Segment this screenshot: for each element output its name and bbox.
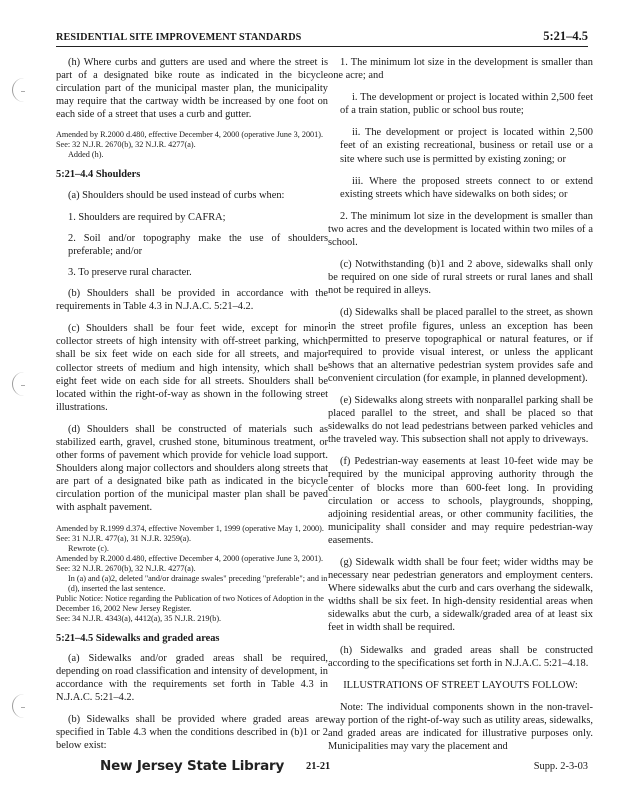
note-line: Added (h). xyxy=(68,150,104,160)
paragraph-b: (b) Sidewalks shall be provided where graded areas are specified in Table 4.3 when the conditions described in (b)1 or 2 below exist: xyxy=(56,714,328,752)
amendment-note xyxy=(56,524,328,624)
list-item: 3. To preserve rural character. xyxy=(68,266,192,278)
note-line: In (a) and (a)2, deleted "and/or drainage swales" preceding "preferable"; and in (d), inserted the last sentence. xyxy=(68,573,328,593)
paragraph-d: (d) Shoulders shall be constructed of materials such as stabilized earth, gravel, crushed stone, bituminous treatment, or other forms of pavement which provide for vehicle load support. Shoulders along major collectors and shoulders along streets that are part of a designated bike path as indicated in the bicycle circulation portion of the municipal master plan shall be paved with asphalt pavement. xyxy=(56,423,328,514)
paragraph-g: (g) Sidewalk width shall be four feet; wider widths may be necessary near pedestrian generators and employment centers. Where sidewalks abut the curb and cars overhang the sidewalk, widths shall be six feet. In high-density residential areas when sidewalks abut the curb, a sidewalk/graded area of at least six feet in width shall be required. xyxy=(328,557,593,634)
binder-hole-mark xyxy=(12,372,27,396)
paragraph-a: (a) Shoulders should be used instead of curbs when: xyxy=(68,189,285,201)
note-line: See: 34 N.J.R. 4343(a), 4412(a), 35 N.J.R. 219(b). xyxy=(56,613,222,623)
paragraph-h: (h) Where curbs and gutters are used and where the street is part of a designated bike route as indicated in the bicycle circulation part of the municipal master plan, the municipality may require that the cartway width be increased by one foot on each side of a street that uses a curb and gutter. xyxy=(56,57,328,121)
note-line: Amended by R.2000 d.480, effective December 4, 2000 (operative June 3, 2001). xyxy=(56,553,324,563)
sub-item: iii. Where the proposed streets connect to or extend existing streets which have sidewalks on both sides; or xyxy=(340,175,593,200)
illustrations-note: Note: The individual components shown in the non-travel-way portion of the right-of-way such as utility areas, sidewalks, and graded areas are indicated for illustrative purposes only. Municipalities may vary the placement and xyxy=(328,701,593,753)
supplement-date: Supp. 2-3-03 xyxy=(533,761,588,772)
paragraph-e: (e) Sidewalks along streets with nonparallel parking shall be placed parallel to the street, and shall be placed so that sidewalks do not lead pedestrians between parked vehicles and the traveled way. This subsection shall not apply to driveways. xyxy=(328,394,593,446)
page-footer xyxy=(0,758,618,782)
amendment-note xyxy=(56,130,328,160)
paragraph-c: (c) Notwithstanding (b)1 and 2 above, sidewalks shall only be required on one side of rural streets or rural lanes and shall not be required in alleys. xyxy=(328,259,593,297)
paragraph-b: (b) Shoulders shall be provided in accordance with the requirements in Table 4.3 in N.J.A.C. 5:21–4.2. xyxy=(56,288,328,313)
paragraph-d: (d) Sidewalks shall be placed parallel to the street, as shown in the street profile figures, unless an exception has been permitted to preserve topographical or natural features, or if required to provide visual interest, or unless the applicant shows that an alternative pedestrian system provides safe and convenient circulation (for example, in planned development). xyxy=(328,307,593,384)
left-column xyxy=(56,56,328,761)
right-column xyxy=(328,56,593,762)
paragraph-h: (h) Sidewalks and graded areas shall be constructed according to the specifications set forth in N.J.A.C. 5:21–4.18. xyxy=(328,644,593,669)
note-line: Rewrote (c). xyxy=(68,543,109,553)
note-line: See: 31 N.J.R. 477(a), 31 N.J.R. 3259(a). xyxy=(56,533,192,543)
library-stamp: New Jersey State Library xyxy=(100,758,285,774)
note-line: See: 32 N.J.R. 2670(b), 32 N.J.R. 4277(a). xyxy=(56,563,196,573)
list-item: 2. The minimum lot size in the development is smaller than two acres and the development is located within two miles of a school. xyxy=(328,210,593,249)
sub-item: i. The development or project is located within 2,500 feet of a train station, public or school bus route; xyxy=(340,92,593,117)
header-section-ref: 5:21–4.5 xyxy=(543,29,588,43)
note-line: Amended by R.2000 d.480, effective December 4, 2000 (operative June 3, 2001). xyxy=(56,130,324,140)
note-line: See: 32 N.J.R. 2670(b), 32 N.J.R. 4277(a). xyxy=(56,140,196,150)
sub-item: ii. The development or project is located within 2,500 feet of an existing recreational, business or retail use or a site where such use is permitted by existing zoning; or xyxy=(340,127,593,165)
binder-hole-mark xyxy=(12,694,27,718)
paragraph-c: (c) Shoulders shall be four feet wide, except for minor collector streets of high intensity with off-street parking, which shall be six feet wide on each side for all streets, and major collector streets of medium and high intensity, which shall be eight feet wide on each side for all streets. Shoulders shall be located within the right-of-way as shown in the following street illustrations. xyxy=(56,323,328,413)
section-heading: 5:21–4.5 Sidewalks and graded areas xyxy=(56,632,220,644)
list-item: 2. Soil and/or topography make the use of shoulders preferable; and/or xyxy=(68,232,328,257)
list-item: 1. Shoulders are required by CAFRA; xyxy=(68,211,226,223)
running-header xyxy=(56,26,588,47)
paragraph-a: (a) Sidewalks and/or graded areas shall be required, depending on road classification and intensity of development, in accordance with the requirements set forth in Table 4.3 in N.J.A.C. 5:21–4.2. xyxy=(56,652,328,703)
note-line: Amended by R.1999 d.374, effective November 1, 1999 (operative May 1, 2000). xyxy=(56,523,324,533)
list-item: 1. The minimum lot size in the development is smaller than one acre; and xyxy=(328,57,593,82)
section-heading: 5:21–4.4 Shoulders xyxy=(56,169,141,181)
illustrations-heading: ILLUSTRATIONS OF STREET LAYOUTS FOLLOW: xyxy=(343,679,578,691)
page-number: 21-21 xyxy=(306,761,331,772)
header-title: RESIDENTIAL SITE IMPROVEMENT STANDARDS xyxy=(56,32,302,43)
note-line: Public Notice: Notice regarding the Publication of two Notices of Adoption in the December 16, 2002 New Jersey Register. xyxy=(56,593,324,613)
binder-hole-mark xyxy=(12,78,27,102)
paragraph-f: (f) Pedestrian-way easements at least 10-feet wide may be required by the municipal approving authority through the center of blocks more than 600-feet long. In providing circulation or access to schools, playgrounds, shopping, adjoining residential areas, or other community facilities, the municipality shall consider and may require pedestrian-way easements. xyxy=(328,456,593,546)
